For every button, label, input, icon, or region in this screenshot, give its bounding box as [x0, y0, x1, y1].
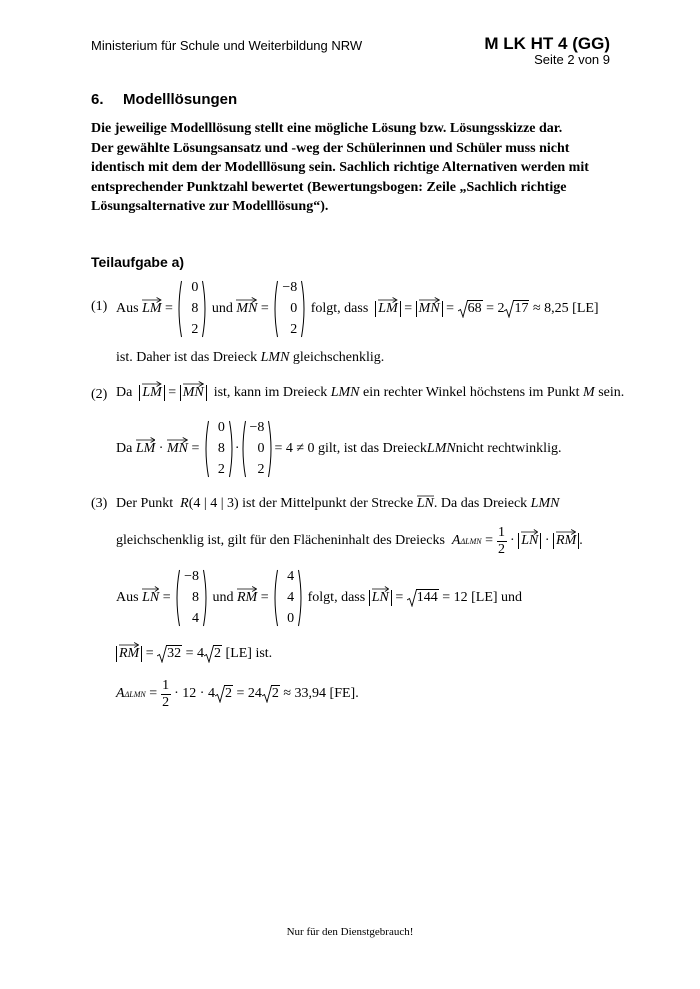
section-number: 6. — [91, 91, 104, 108]
intro-line: Lösungsalternative zur Modelllösung“). — [91, 199, 329, 214]
item1-und: und — [211, 301, 233, 316]
item1-result: ≈ 8,25 [LE] — [532, 301, 599, 316]
item3-area-formula: gleichschenklig ist, gilt für den Flächeninhalt des Dreiecks A ΔLMN = $\frac{1}{2}$ · LN · RM . — [116, 524, 583, 557]
item3-vectors: Aus LN = −8 8 4 und RM = 4 4 0 folgt, dass LN = 144 = 12 [LE] und — [116, 569, 523, 626]
abs-MN: MN — [180, 385, 207, 401]
abs-MN: MN — [416, 301, 443, 317]
intro-line: identisch mit dem der Modelllösung sein. Sachlich richtige Alternativen werden mit — [91, 160, 589, 175]
header-page-number: Seite 2 von 9 — [534, 52, 610, 67]
item2-label: (2) — [91, 387, 108, 402]
intro-line: Die jeweilige Modelllösung stellt eine mögliche Lösung bzw. Lösungsskizze dar. — [91, 121, 563, 136]
item3-label: (3) — [91, 496, 108, 511]
item1-folgt: folgt, dass — [310, 301, 369, 316]
column-vector-LM: 0 8 2 — [176, 280, 208, 338]
section-title-text: Modelllösungen — [123, 91, 238, 108]
intro-line: Der gewählte Lösungsansatz und -weg der Schülerinnen und Schüler muss nicht — [91, 140, 570, 156]
vector-MN: MN — [236, 301, 257, 317]
vector-LM: LM — [142, 301, 161, 317]
subtask-heading: Teilaufgabe a) — [91, 254, 185, 270]
intro-paragraph — [91, 119, 589, 217]
header-ministry: Ministerium für Schule und Weiterbildung NRW — [91, 38, 363, 53]
intro-line: entsprechender Punktzahl bewertet (Bewertungsbogen: Zeile „Sachlich richtige — [91, 179, 567, 195]
item2-line1: Da LM = MN ist, kann im Dreieck LMN ein rechter Winkel höchstens im Punkt M sein. — [116, 385, 624, 401]
item1-conclusion: ist. Daher ist das Dreieck LMN gleichschenklig. — [116, 350, 385, 365]
item3-area-result: A ΔLMN = $\frac{1}{2}$ · 12 · 4 2 = 24 2 ≈ 33,94 [FE]. — [116, 677, 359, 710]
item3-RM-length: RM = 32 = 4 2 [LE] ist. — [116, 646, 272, 662]
item2-scalar-product: Da LM · MN = 0 8 2 · −8 0 2 = 4 ≠ 0 gilt, ist das Dreieck LMN nicht rechtwinklig. — [116, 420, 562, 477]
column-vector-LM: 0 8 2 — [203, 420, 235, 478]
item1-label: (1) — [91, 299, 108, 314]
scalar-product-result: = 4 ≠ 0 — [274, 441, 315, 456]
footer-note: Nur für den Dienstgebrauch! — [286, 926, 414, 938]
item1-formula: Aus LM = 0 8 2 und MN = −8 0 2 folgt, dass LM = MN = 68 = 2 17 ≈ 8,25 [LE] — [116, 280, 599, 337]
section-title — [91, 91, 237, 108]
column-vector-LN: −8 8 4 — [174, 569, 209, 627]
column-vector-MN: −8 0 2 — [272, 280, 307, 338]
column-vector-MN: −8 0 2 — [240, 420, 275, 478]
column-vector-RM: 4 4 0 — [272, 569, 304, 627]
abs-LM: LM — [375, 301, 400, 317]
sqrt-68: 68 — [458, 301, 483, 317]
item1-aus: Aus — [116, 301, 139, 316]
sqrt-17: 17 — [504, 301, 529, 317]
abs-LM: LM — [139, 385, 164, 401]
header-exam-code: M LK HT 4 (GG) — [484, 34, 610, 53]
item3-line1: Der Punkt R(4 | 4 | 3) ist der Mittelpunkt der Strecke LN. Da das Dreieck LMN — [116, 496, 560, 511]
